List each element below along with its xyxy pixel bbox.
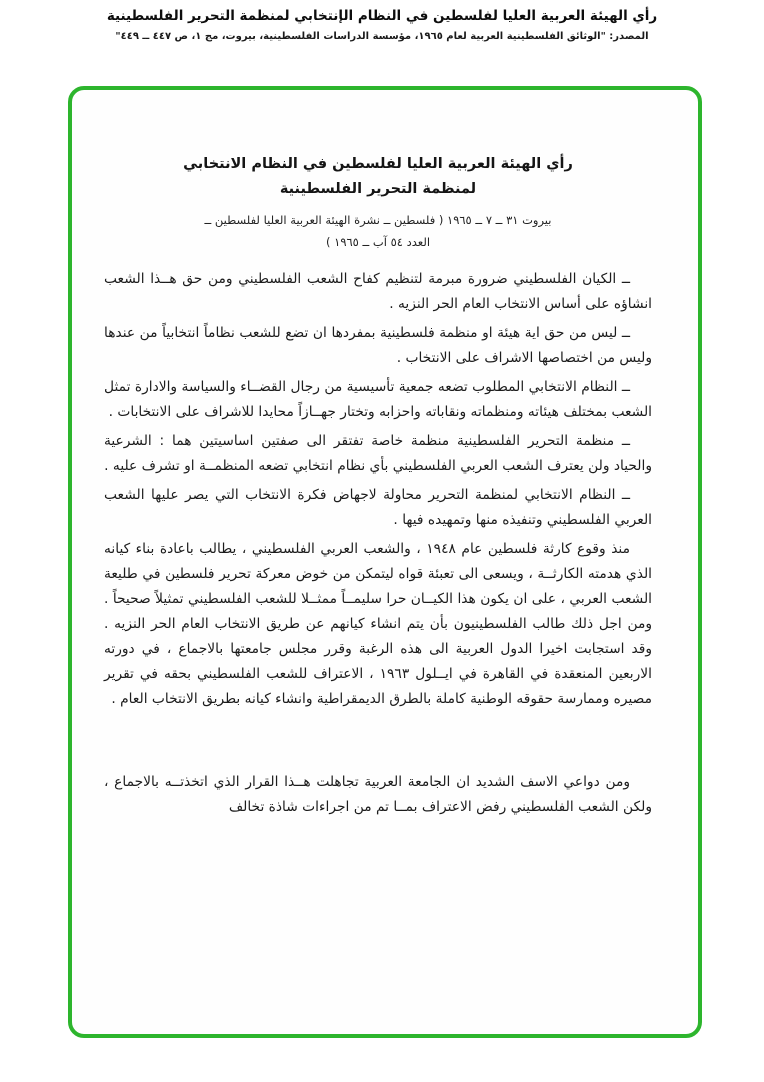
paragraph: ــ النظام الانتخابي المطلوب تضعه جمعية تأسيسية من رجال القضــاء والسياسة والادارة تمثل الشعب بمختلف هيئاته ومنظماته ونقاباته واحزابه وتختار جهــازاً محايدا للاشراف على الانتخابات .	[104, 379, 652, 421]
paragraph: ومن دواعي الاسف الشديد ان الجامعة العربية تجاهلت هــذا القرار الذي اتخذتــه بالاجماع ، ولكن الشعب الفلسطيني رفض الاعتراف بمــا تم من اجراءات شاذة تخالف	[104, 774, 652, 816]
document-title-line1: رأي الهيئة العربية العليا لفلسطين في النظام الانتخابي	[183, 156, 573, 172]
paragraph: ــ الكيان الفلسطيني ضرورة مبرمة لتنظيم كفاح الشعب الفلسطيني ومن حق هــذا الشعب انشاؤه على أساس الانتخاب العام الحر النزيه .	[104, 271, 652, 313]
paragraph: ــ النظام الانتخابي لمنظمة التحرير محاولة لاجهاض فكرة الانتخاب التي يصر عليها الشعب العربي الفلسطيني وتنفيذه منها وتمهيده فيها .	[104, 487, 652, 529]
document-frame	[68, 86, 702, 1038]
document-title	[104, 152, 652, 203]
paragraph: ــ منظمة التحرير الفلسطينية منظمة خاصة تفتقر الى صفتين اساسيتين هما : الشرعية والحياد ولن يعترف الشعب العربي الفلسطيني بأي نظام انتخابي تضعه المنظمــة او تشرف عليه .	[104, 433, 652, 475]
paragraph: منذ وقوع كارثة فلسطين عام ١٩٤٨ ، والشعب العربي الفلسطيني ، يطالب باعادة بناء كيانه الذي هدمته الكارثــة ، ويسعى الى تعبئة قواه ليتمكن من خوض معركة تحرير فلسطين في طليعة الشعب العربي ، على ان يكون هذا الكيــان حرا سليمــاً ممثــلا للشعب الفلسطيني تمثيلاً صحيحاً . ومن اجل ذلك طالب الفلسطينيون بأن يتم انشاء كيانهم عن طريق الانتخاب العام الحر النزيه . وقد استجابت اخيرا الدول العربية الى هذه الرغبة وقرر مجلس جامعتها بالاجماع ، في دورته الاربعين المنعقدة في القاهرة في ايــلول ١٩٦٣ ، الاعتراف للشعب الفلسطيني بحقه في تقرير مصيره وممارسة حقوقه الوطنية كاملة بالطرق الديمقراطية وانشاء كيانه بطريق الانتخاب العام .	[104, 541, 652, 708]
document-body	[104, 267, 652, 820]
source-citation: المصدر: "الوثائق الفلسطينية العربية لعام ١٩٦٥، مؤسسة الدراسات الفلسطينية، بيروت، مج ١، ص ٤٤٧ ــ ٤٤٩"	[115, 31, 649, 42]
paragraph: ــ ليس من حق اية هيئة او منظمة فلسطينية بمفردها ان تضع للشعب نظاماً انتخابياً من عندها وليس من اختصاصها الاشراف على الانتخاب .	[104, 325, 652, 367]
dateline-line2: العدد ٥٤ آب ــ ١٩٦٥ )	[325, 234, 431, 249]
document-title-line2: لمنظمة التحرير الفلسطينية	[279, 181, 477, 198]
document-dateline	[104, 210, 652, 254]
dateline-line1: بيروت ٣١ ــ ٧ ــ ١٩٦٥ ( فلسطين ــ نشرة الهيئة العربية العليا لفلسطين ــ	[204, 212, 552, 227]
page-title: رأي الهيئة العربية العليا لفلسطين في النظام الإنتخابي لمنظمة التحرير الفلسطينية	[106, 8, 658, 24]
scanned-document	[104, 152, 652, 824]
